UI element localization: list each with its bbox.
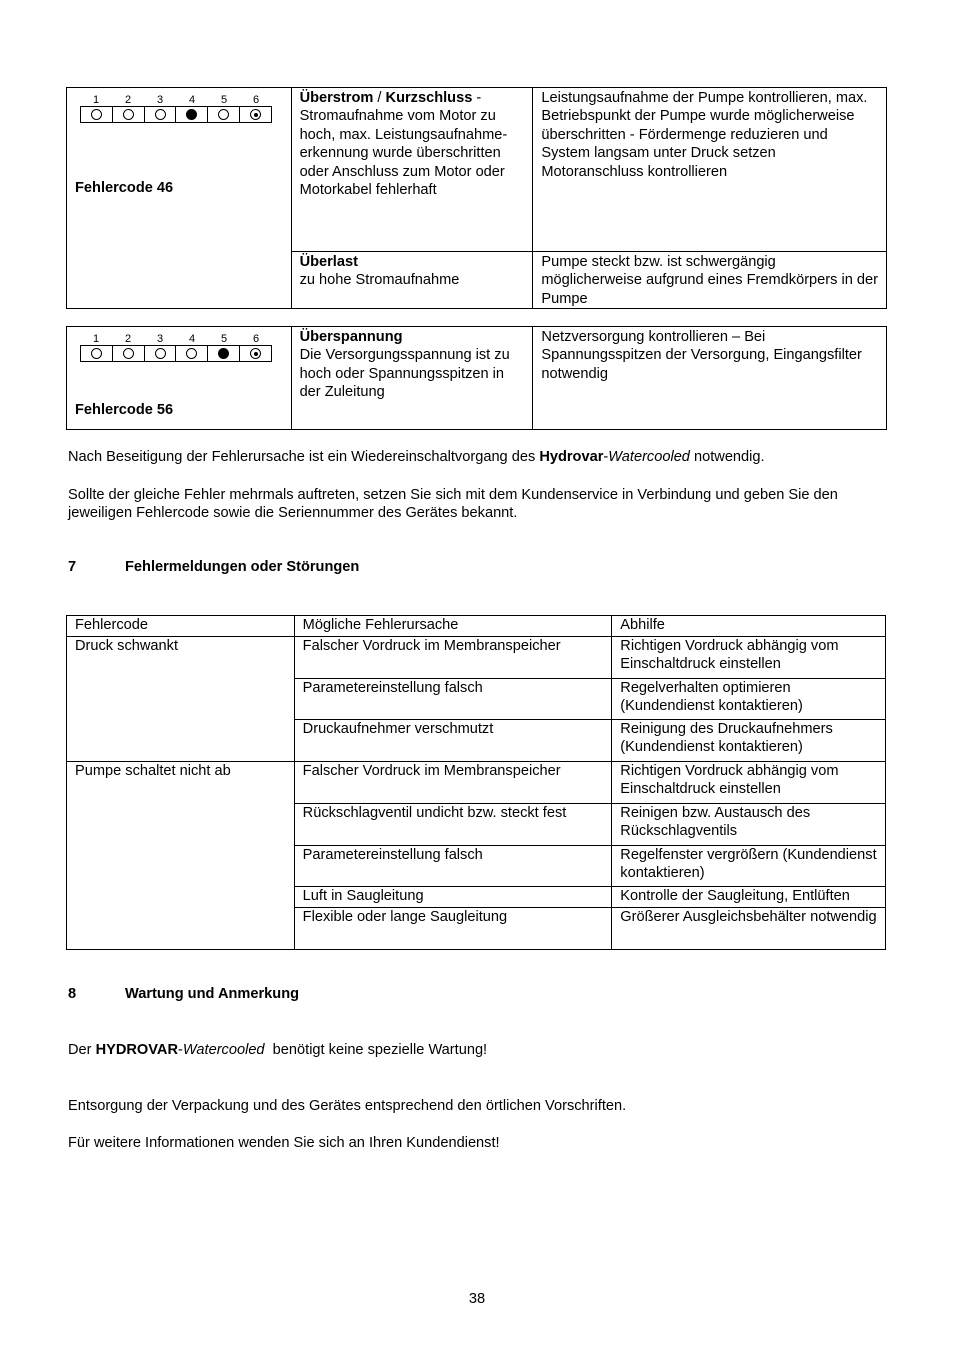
led-label: 6: [252, 94, 260, 106]
led-label: 6: [252, 333, 260, 345]
led-off-icon: [123, 109, 134, 120]
cause-cell: [291, 327, 533, 430]
led-off-icon: [218, 109, 229, 120]
remedy-cell: Reinigen bzw. Austausch des Rückschlagventils: [612, 804, 886, 846]
remedy-cell: Regelverhalten optimieren (Kundendienst kontaktieren): [612, 679, 886, 720]
led-off-icon: [155, 348, 166, 359]
remedy-cell: Reinigung des Druckaufnehmers (Kundendienst kontaktieren): [612, 720, 886, 762]
cause-cell: Falscher Vordruck im Membranspeicher: [294, 637, 612, 679]
cause-cell: Luft in Saugleitung: [294, 887, 612, 908]
remedy-cell: Kontrolle der Saugleitung, Entlüften: [612, 887, 886, 908]
remedy-cell: Regelfenster vergrößern (Kundendienst kontaktieren): [612, 846, 886, 887]
error-table-56: [66, 326, 887, 430]
led-on-icon: [218, 348, 229, 359]
led-off-icon: [186, 348, 197, 359]
cause-text: Stromaufnahme vom Motor zu hoch, max. Leistungsaufnahme-erkennung wurde überschritten oder Anschluss zum Motor oder Motorkabel fehlerhaft: [299, 108, 508, 199]
remedy-text: Leistungsaufnahme der Pumpe kontrollieren, max. Betriebspunkt der Pumpe wurde möglicherweise überschritten - Fördermenge reduzieren und System langsam unter Druck setzen: [541, 90, 868, 162]
cause-cell: [291, 88, 533, 252]
text: -: [178, 1042, 183, 1058]
table-header-row: [67, 616, 886, 637]
disposal-note: Entsorgung der Verpackung und des Gerätes entsprechend den örtlichen Vorschriften.: [68, 1098, 627, 1114]
led-label: 1: [92, 333, 100, 345]
section-number: 8: [68, 986, 77, 1002]
section-title: Fehlermeldungen oder Störungen: [125, 559, 360, 575]
section-number: 7: [68, 559, 77, 575]
restart-note: [68, 448, 888, 466]
table-row: [67, 637, 886, 679]
cause-cell: Parametereinstellung falsch: [294, 846, 612, 887]
remedy-cell: [533, 88, 887, 252]
led-label: 1: [92, 94, 100, 106]
cause-title: Überspannung: [299, 329, 403, 345]
contact-note: Für weitere Informationen wenden Sie sich an Ihren Kundendienst!: [68, 1135, 500, 1151]
column-header: Mögliche Fehlerursache: [294, 616, 612, 637]
text: notwendig.: [689, 449, 765, 465]
cause-cell: Flexible oder lange Saugleitung: [294, 908, 612, 950]
text: benötigt keine spezielle Wartung!: [264, 1042, 488, 1058]
cause-text: zu hohe Stromaufnahme: [299, 272, 460, 289]
text: Nach Beseitigung der Fehlerursache ist ein Wiedereinschaltvorgang des: [68, 449, 540, 465]
cause-cell: [291, 252, 533, 309]
led-label: 2: [124, 333, 132, 345]
text: -: [603, 449, 609, 465]
cause-cell: Rückschlagventil undicht bzw. steckt fest: [294, 804, 612, 846]
section-title: Wartung und Anmerkung: [125, 986, 300, 1002]
section-heading-7: [68, 559, 359, 575]
remedy-cell: Richtigen Vordruck abhängig vom Einschaltdruck einstellen: [612, 637, 886, 679]
error-table-46: [66, 87, 887, 309]
led-dot-icon: [250, 348, 261, 359]
remedy-cell: [533, 327, 887, 430]
error-code-label: Fehlercode 56: [75, 402, 174, 418]
led-label: 4: [188, 94, 196, 106]
page-number: 38: [468, 1291, 486, 1307]
error-code-label: Fehlercode 46: [75, 180, 174, 196]
led-label: 4: [188, 333, 196, 345]
remedy-cell: Richtigen Vordruck abhängig vom Einschaltdruck einstellen: [612, 762, 886, 804]
brand-name: HYDROVAR: [95, 1042, 179, 1058]
remedy-cell: [533, 252, 887, 309]
section-heading-8: [68, 986, 299, 1002]
cause-title: Kurzschluss: [385, 90, 473, 106]
remedy-text: Pumpe steckt bzw. ist schwergängig möglicherweise aufgrund eines Fremdkörpers in der Pumpe: [541, 254, 879, 307]
led-dot-icon: [250, 109, 261, 120]
led-on-icon: [186, 109, 197, 120]
error-code-cell: [67, 88, 292, 309]
service-note: Sollte der gleiche Fehler mehrmals auftreten, setzen Sie sich mit dem Kundenservice in Verbindung und geben Sie den jeweiligen Fehlercode sowie die Seriennummer des Gerätes bekannt.: [68, 487, 838, 522]
remedy-text: Motoranschluss kontrollieren: [541, 163, 728, 180]
fault-code-cell: Pumpe schaltet nicht ab: [67, 762, 295, 950]
brand-name: Hydrovar: [539, 449, 604, 465]
remedy-text: Netzversorgung kontrollieren – Bei Spannungsspitzen der Versorgung, Eingangsfilter notwendig: [541, 329, 862, 382]
model-name: Watercooled: [608, 449, 690, 465]
cause-title: Überstrom: [299, 90, 374, 106]
column-header: Fehlercode: [67, 616, 295, 637]
cause-cell: Falscher Vordruck im Membranspeicher: [294, 762, 612, 804]
led-off-icon: [91, 348, 102, 359]
text: Der: [68, 1042, 96, 1058]
led-label: 5: [220, 333, 228, 345]
led-off-icon: [155, 109, 166, 120]
led-off-icon: [123, 348, 134, 359]
maintenance-note: [68, 1041, 888, 1059]
led-label: 3: [156, 333, 164, 345]
cause-separator: /: [373, 90, 386, 106]
cause-dash: -: [472, 90, 482, 106]
led-label: 5: [220, 94, 228, 106]
column-header: Abhilfe: [612, 616, 886, 637]
table-row: [67, 762, 886, 804]
cause-cell: Parametereinstellung falsch: [294, 679, 612, 720]
cause-title: Überlast: [299, 254, 358, 270]
led-indicator: [80, 94, 272, 123]
led-label: 2: [124, 94, 132, 106]
fault-table: [66, 615, 886, 950]
led-label: 3: [156, 94, 164, 106]
cause-cell: Druckaufnehmer verschmutzt: [294, 720, 612, 762]
fault-code-cell: Druck schwankt: [67, 637, 295, 762]
error-code-cell: [67, 327, 292, 430]
led-indicator: [80, 333, 272, 362]
model-name: Watercooled: [182, 1042, 265, 1058]
led-off-icon: [91, 109, 102, 120]
cause-text: Die Versorgungsspannung ist zu hoch oder Spannungsspitzen in der Zuleitung: [299, 347, 510, 401]
remedy-cell: Größerer Ausgleichsbehälter notwendig: [612, 908, 886, 950]
